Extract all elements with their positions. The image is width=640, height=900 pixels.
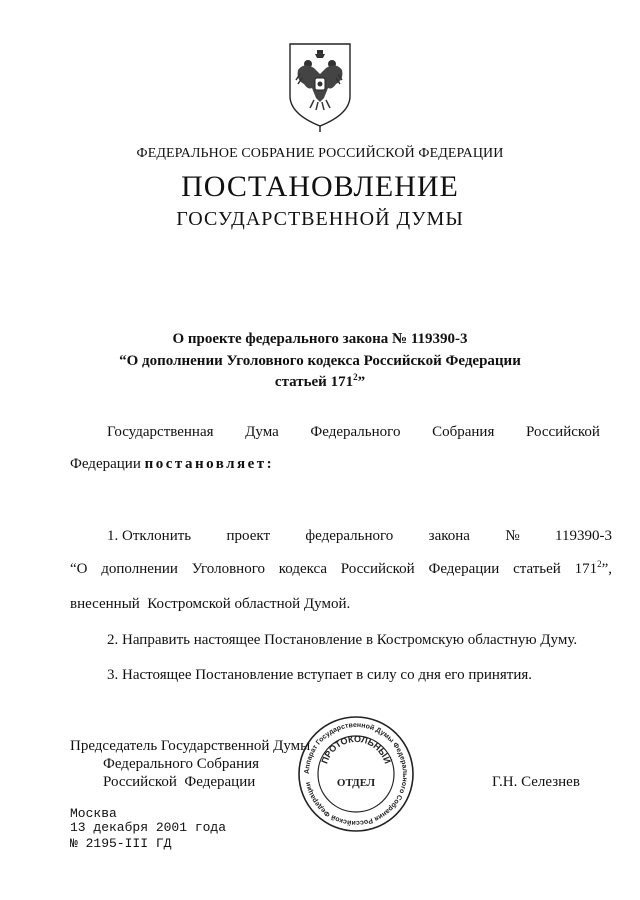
signatory-title-line-1: Председатель Государственной Думы [70, 738, 311, 754]
intro-word: Собрания [432, 424, 495, 440]
place-of-signing: Москва [70, 806, 117, 821]
intro-word: Федерального [310, 424, 401, 440]
item-2: 2. Направить настоящее Постановление в Костромскую областную Думу. [107, 632, 578, 648]
item-1-word: 119390-3 [555, 528, 612, 544]
intro-word: Дума [245, 424, 279, 440]
title-line-3-end: ” [357, 374, 366, 390]
signer-name: Г.Н. Селезнев [492, 774, 580, 790]
item-1-word: Уголовного [191, 561, 265, 577]
item-1-word: Российской [340, 561, 415, 577]
stamp-seal [296, 714, 416, 834]
coat-of-arms-emblem [284, 40, 356, 132]
resolves-keyword: постановляет: [144, 456, 275, 472]
intro-line-2 [70, 456, 274, 473]
item-1-word: статьей [513, 561, 561, 577]
item-1-line-1 [107, 528, 612, 545]
title-line-3 [0, 374, 640, 391]
official-stamp [296, 714, 416, 834]
document-number: № 2195-III ГД [70, 836, 172, 851]
item-1-superscript: 2 [597, 559, 602, 569]
intro-line-2-text: Федерации [70, 456, 141, 472]
title-line-3-text: статьей 171 [274, 374, 354, 390]
item-1-article-number: 171 [574, 561, 598, 577]
item-1-word: закона [428, 528, 470, 544]
double-headed-eagle-icon [284, 40, 356, 132]
document-type-heading: ПОСТАНОВЛЕНИЕ [181, 170, 459, 203]
signatory-title-line-2: Федерального Собрания [103, 756, 260, 772]
intro-word: Государственная [107, 424, 214, 440]
svg-text:ПРОТОКОЛЬНЫЙ [319, 734, 393, 765]
item-1-word: № [505, 528, 520, 544]
signatory-title-line-3: Российской Федерации [103, 774, 256, 790]
item-1-word: “О [70, 561, 88, 577]
document-date: 13 декабря 2001 года [70, 820, 227, 835]
intro-word: Российской [526, 424, 600, 440]
item-1-word: дополнении [101, 561, 178, 577]
stamp-inner-text: ПРОТОКОЛЬНЫЙ [319, 733, 393, 765]
item-1-article [575, 561, 612, 578]
intro-line-1 [107, 424, 600, 441]
stamp-ring-text: Аппарат Государственной Думы Федерального Собрания Российской Федерации [303, 721, 409, 827]
issuer-heading: ГОСУДАРСТВЕННОЙ ДУМЫ [176, 208, 464, 230]
title-line-1: О проекте федерального закона № 119390-3 [172, 331, 468, 347]
item-1-word: проект [226, 528, 271, 544]
title-superscript: 2 [353, 372, 358, 382]
item-1-word: Федерации [428, 561, 500, 577]
item-1-line-2 [70, 561, 612, 578]
stamp-center-text: ОТДЕЛ [336, 777, 376, 789]
item-3: 3. Настоящее Постановление вступает в силу со дня его принятия. [107, 667, 533, 683]
item-1-word: федерального [305, 528, 394, 544]
organization-heading: ФЕДЕРАЛЬНОЕ СОБРАНИЕ РОССИЙСКОЙ ФЕДЕРАЦИИ [136, 146, 504, 161]
item-1-close-quote: ”, [601, 561, 612, 577]
title-line-2: “О дополнении Уголовного кодекса Российской Федерации [119, 353, 521, 369]
item-1-word: 1. Отклонить [107, 528, 192, 544]
item-1-word: кодекса [278, 561, 328, 577]
item-1-line-3: внесенный Костромской областной Думой. [70, 596, 351, 612]
